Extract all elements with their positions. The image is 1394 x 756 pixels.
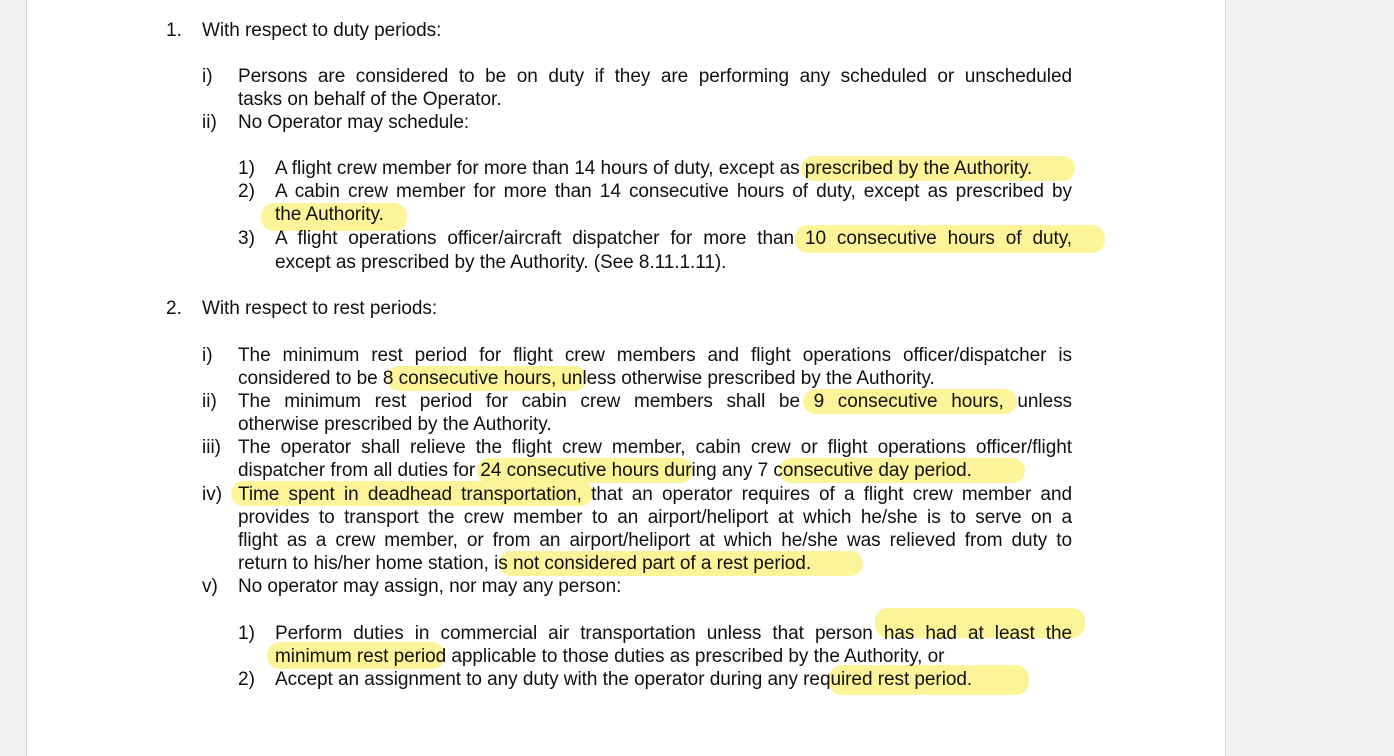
- item-2-sub-iii-marker: iii): [202, 437, 221, 458]
- item-2-sub-iii-line-1: The operator shall relieve the flight crew member, cabin crew or flight operations officer/flight: [238, 437, 1072, 458]
- item-2-heading: With respect to rest periods:: [202, 298, 438, 319]
- item-2-sub-v-marker: v): [202, 576, 218, 597]
- assign-1-line-2: minimum rest period applicable to those duties as prescribed by the Authority, or: [275, 646, 945, 667]
- schedule-2-line-1: A cabin crew member for more than 14 consecutive hours of duty, except as prescribed by: [275, 181, 1072, 202]
- item-1-sub-i-marker: i): [202, 66, 213, 87]
- schedule-2-line-2: the Authority.: [275, 204, 384, 225]
- item-2-sub-iii-line-2: dispatcher from all duties for 24 consecutive hours during any 7 consecutive day period.: [238, 460, 972, 481]
- item-2-sub-iv-marker: iv): [202, 484, 223, 505]
- assign-1-marker: 1): [238, 623, 255, 644]
- item-2-sub-ii-line-1: The minimum rest period for cabin crew members shall be 9 consecutive hours, unless: [238, 391, 1072, 412]
- assign-2-text: Accept an assignment to any duty with the operator during any required rest period.: [275, 669, 973, 690]
- item-1-sub-ii-marker: ii): [202, 112, 217, 133]
- schedule-1-text: A flight crew member for more than 14 hours of duty, except as prescribed by the Authority.: [275, 158, 1033, 179]
- item-2-sub-iv-line-2: provides to transport the crew member to an airport/heliport at which he/she is to serve on a: [238, 507, 1072, 528]
- document-page: [26, 0, 1226, 756]
- schedule-3-line-1: A flight operations officer/aircraft dispatcher for more than 10 consecutive hours of duty,: [275, 228, 1072, 249]
- item-1-sub-ii-text: No Operator may schedule:: [238, 112, 470, 133]
- assign-2-marker: 2): [238, 669, 255, 690]
- item-2-sub-ii-marker: ii): [202, 391, 217, 412]
- schedule-1-marker: 1): [238, 158, 255, 179]
- item-2-sub-i-marker: i): [202, 345, 213, 366]
- item-1-sub-i-line-1: Persons are considered to be on duty if they are performing any scheduled or unscheduled: [238, 66, 1072, 87]
- item-2-sub-iv-line-1: Time spent in deadhead transportation, that an operator requires of a flight crew member and: [238, 484, 1072, 505]
- item-2-number: 2.: [166, 298, 182, 319]
- item-2-sub-i-line-2: considered to be 8 consecutive hours, unless otherwise prescribed by the Authority.: [238, 368, 935, 389]
- schedule-3-marker: 3): [238, 228, 255, 249]
- item-2-sub-iv-line-4: return to his/her home station, is not considered part of a rest period.: [238, 553, 812, 574]
- item-1-number: 1.: [166, 20, 182, 41]
- item-2-sub-v-text: No operator may assign, nor may any person:: [238, 576, 622, 597]
- item-1-sub-i-line-2: tasks on behalf of the Operator.: [238, 89, 502, 110]
- schedule-2-marker: 2): [238, 181, 255, 202]
- item-2-sub-iv-line-3: flight as a crew member, or from an airport/heliport at which he/she was relieved from duty to: [238, 530, 1072, 551]
- item-1-heading: With respect to duty periods:: [202, 20, 442, 41]
- item-2-sub-i-line-1: The minimum rest period for flight crew members and flight operations officer/dispatcher is: [238, 345, 1072, 366]
- assign-1-line-1: Perform duties in commercial air transportation unless that person has had at least the: [275, 623, 1072, 644]
- item-2-sub-ii-line-2: otherwise prescribed by the Authority.: [238, 414, 552, 435]
- schedule-3-line-2: except as prescribed by the Authority. (See 8.11.1.11).: [275, 252, 727, 273]
